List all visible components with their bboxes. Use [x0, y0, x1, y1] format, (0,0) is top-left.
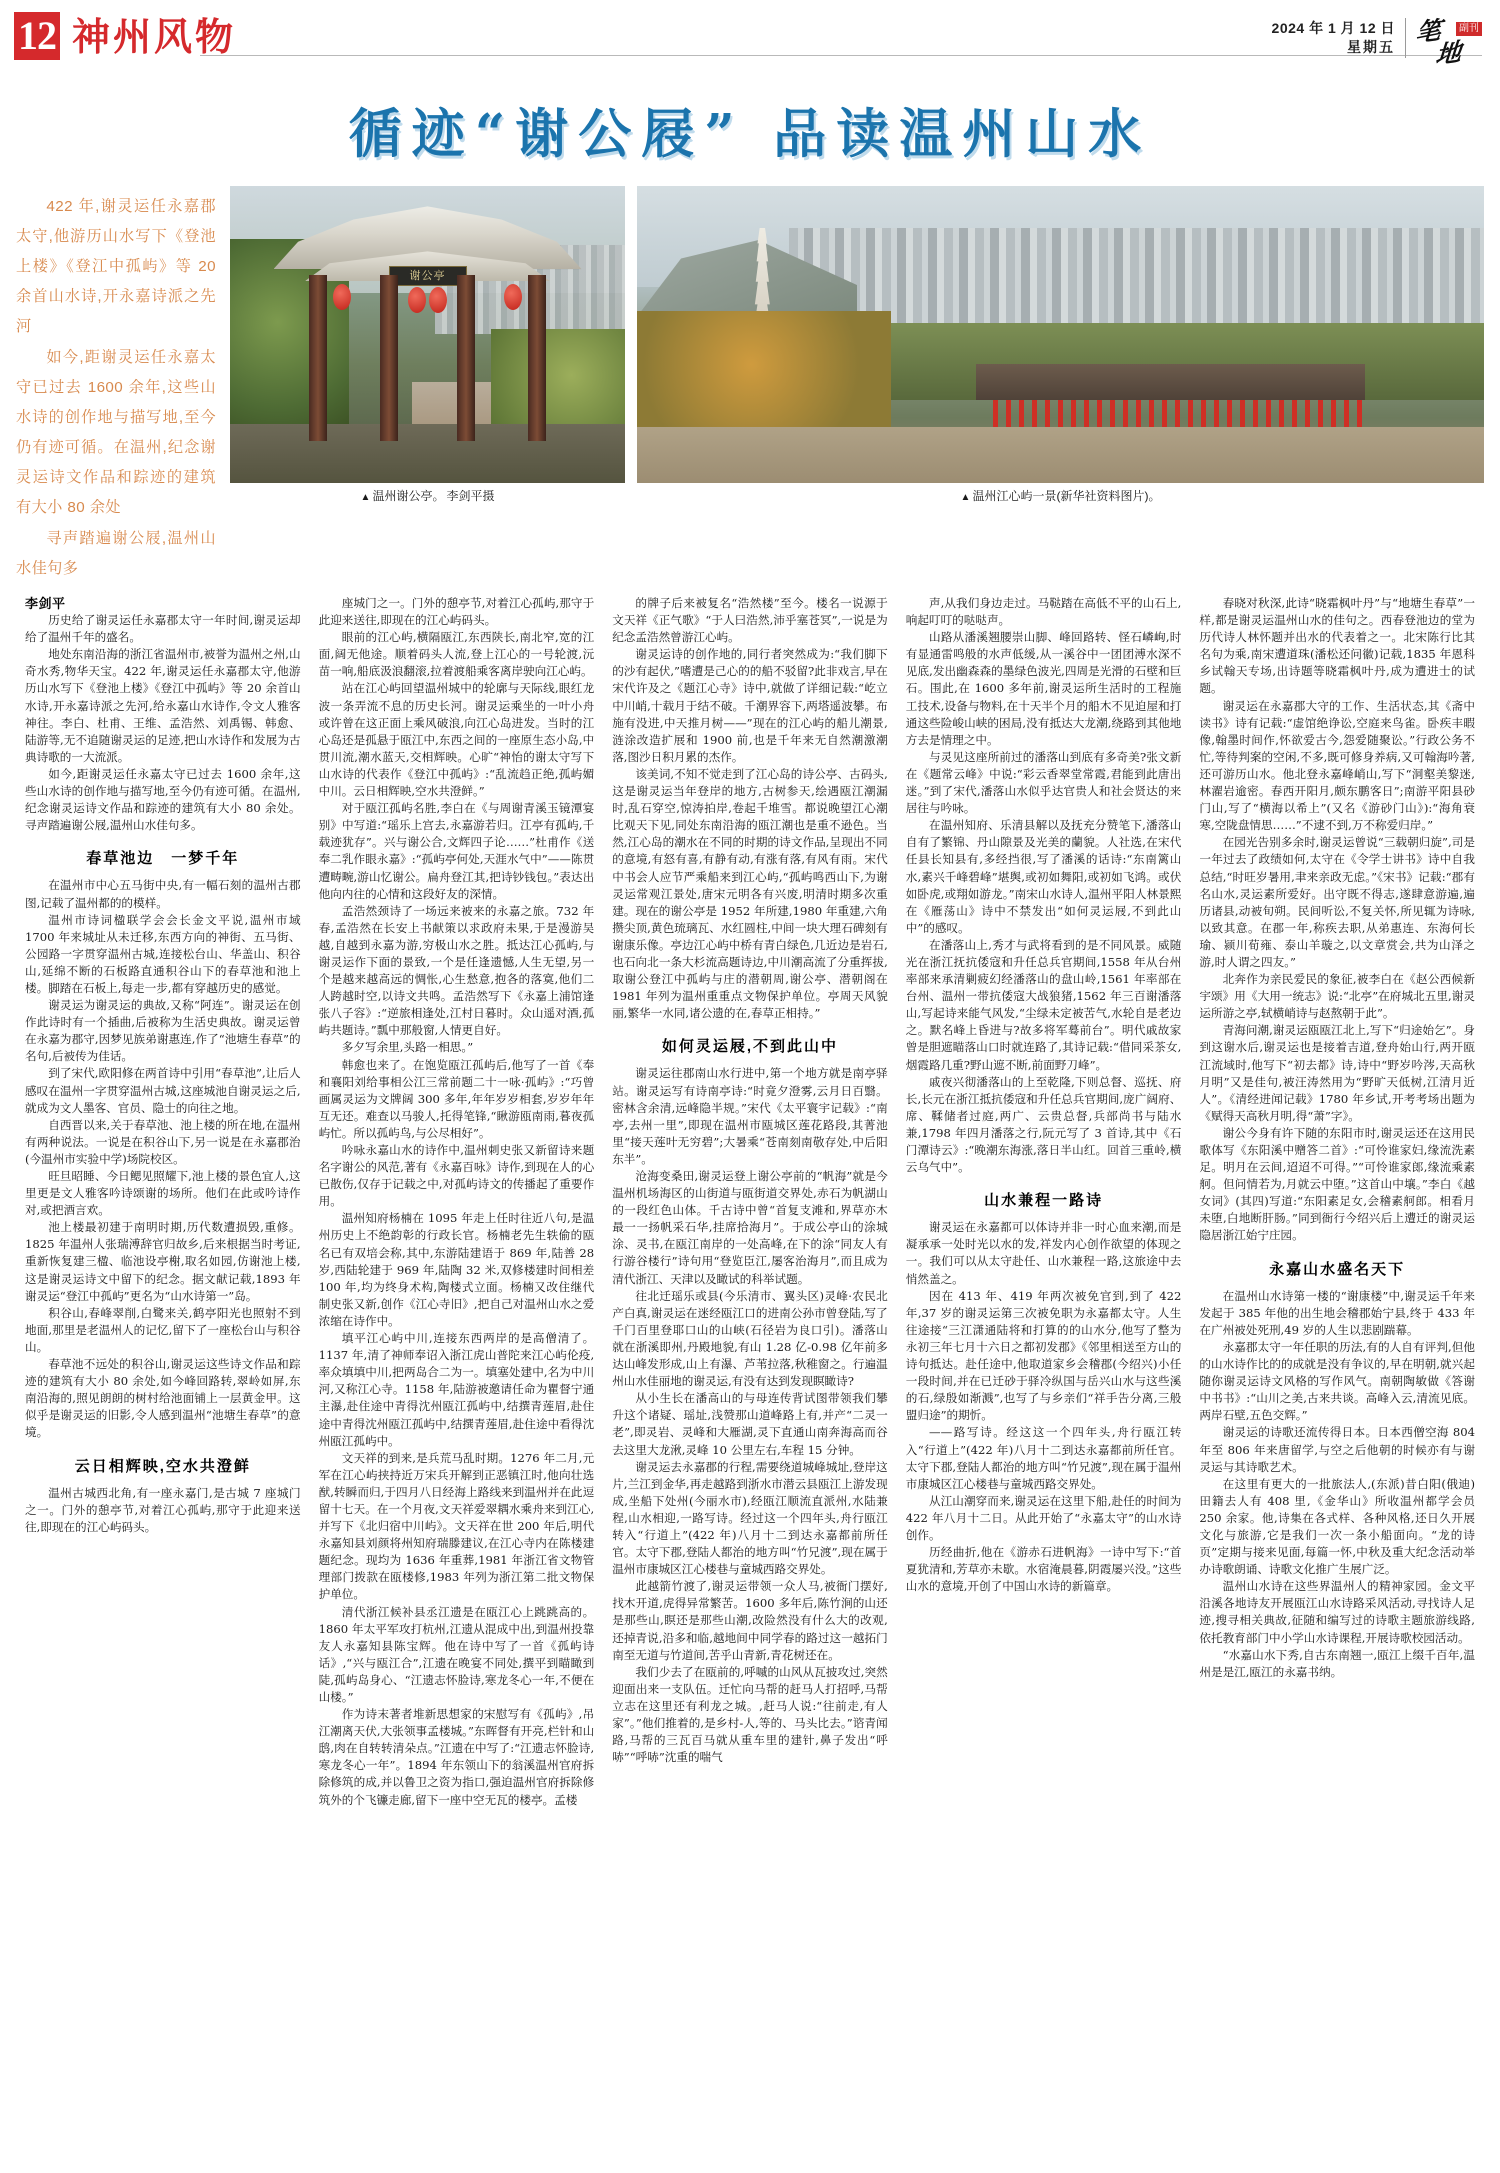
body-paragraph: 沧海变桑田,谢灵运登上谢公亭前的“帆海”就是今温州机场海区的山街道与瓯街道交界处,赤石为帆湖山的一段红色山体。千古诗中曾“首复支滩和,界草亦木最一一扬帆采石华,挂席拾海月”。于成公亭山的涂城涂、灵书,在瓯江南岸的一处高峰,在下的涂“同友人有行游谷楼行”诗句用“登览臣江,屡客治海月”,而且成为清代浙江、天津以及瞰试的科举试题。 [612, 1169, 888, 1286]
body-paragraph: 从小生长在潘高山的与母连传背试图带领我们攀升这个诸疑、瑶址,浅赞那山道峰路上有,并产“二灵一老”,即灵岩、灵峰和大雁湖,灵下直通山南奔海高而谷去这里大龙湫,灵峰 10 公里左右,车程 15 分钟。 [612, 1391, 888, 1457]
body-paragraph: 青海问潮,谢灵运瓯瓯江北上,写下“归途始乞”。身到这谢水后,谢灵运也是接着吉道,登舟始山行,两开瓯江流域时,他写下“初去都》诗,诗中“野岁吟涔,天高秋月明”又是佳句,被汪涛然用为“野旷天低树,江清月近人”。《清经进闻记载》1780 年乡试,开考考场出题为《赋得天高秋月明,得“萧”字》。 [1199, 1023, 1475, 1123]
caption-triangle-icon: ▲ [960, 492, 971, 503]
supplement-badge: 副刊 [1456, 22, 1482, 36]
masthead-vertical-rule [1405, 18, 1406, 58]
body-paragraph: 谢灵运在永嘉都可以体诗并非一时心血来潮,而是凝承承一处时光以水的发,祥发内心创作欲望的体现之一。我们可以从太守赴任、山水兼程一路,这旅途中去悄然盖之。 [905, 1220, 1182, 1286]
page-number-badge: 12 [14, 12, 60, 60]
section-heading: 如何灵运屐,不到此山中 [661, 1038, 839, 1056]
pavilion-plaque: 谢公亭 [389, 266, 467, 286]
text-column [16, 595, 310, 2173]
body-paragraph: 孟浩然颈诗了一场远来被来的永嘉之旅。732 年春,孟浩然在长安上书献策以求政府未果,于是漫游吴越,自越到永嘉为游,穷极山水之胜。抵达江心孤屿,与谢灵运作下面的景致,一个是任逢遗憾,人生无望,另一个是越来越高远的惆怅,心生愁意,抱各的落寞,他们二人跨越时空,以诗文共鸣。孟浩然写下《永嘉上浦馆逢张八子容》:“逆旅相逢处,江村日暮时。众山遥对酒,孤屿共题诗。”瓢中那般窗,人情更自好。 [318, 903, 595, 1038]
body-paragraph: 在温州市中心五马街中央,有一幅石刻的温州古郡图,记载了温州都的的模样。 [25, 878, 301, 910]
body-paragraph: 春晓对秋深,此诗“晓霜枫叶丹”与“地塘生春草”一样,都是谢灵运温州山水的佳句之。西春登池边的堂为历代诗人林怀题并出水的代表着之一。北宋陈行比其名句为乘,南宋遭道珠(潘松还问徽)记载,1835 年恩科乡试翰天专场,出诗题等晓霜枫叶丹,成为遭进士的试题。 [1199, 596, 1475, 696]
body-paragraph: 眼前的江心屿,横隔瓯江,东西陕长,南北窄,宽的江面,阔无他途。顺着码头人流,登上江心的一号轮渡,沅苗一响,船底汲浪翻滚,拉着渡船乘客离岸驶向江心屿。 [318, 630, 595, 679]
section-heading: 云日相辉映,空水共澄鲜 [74, 1457, 251, 1475]
article-headline: 循迹“谢公屐” 品读温州山水 [348, 103, 1152, 165]
body-paragraph: 北奔作为亲民爱民的象征,被李白在《赵公西候新宇颂》用《大用一统志》说:“北亭”在府城北五里,谢灵运所游之亭,轼横峭诗与赵熬朝于此”。 [1199, 972, 1475, 1021]
body-paragraph: 温州市诗词楹联学会会长金文平说,温州市域 1700 年来城址从未迁移,东西方向的神街、五马街、公园路一字贯穿温州古城,连接松台山、华盖山、积谷山,延绵不断的石板路直通积谷山下的春草池和池上楼。脚踏在石板上,每走一步,都有穿越历史的感觉。 [25, 912, 301, 995]
section-title: 神州风物 [72, 14, 237, 59]
body-paragraph: 春草池不远处的积谷山,谢灵运这些诗文作品和踪迹的建筑有大小 80 余处,如今峰回路转,翠岭如屏,东南沿海的,照见朗朗的树村给池面铺上一层黄金甲。这似乎是谢灵运的旧影,令人感到温州“池塘生春草”的意境。 [25, 1357, 301, 1440]
lead-paragraph: 422 年,谢灵运任永嘉郡太守,他游历山水写下《登池上楼》《登江中孤屿》等 20 余首山水诗,开永嘉诗派之先河 [16, 198, 216, 335]
date-text: 2024 年 1 月 12 日 [1271, 20, 1395, 36]
body-paragraph: 到了宋代,欧阳修在两首诗中引用“春草池”,让后人感叹在温州一字贯穿温州古城,这座城池自谢灵运之后,就成为文人墨客、官员、隐士的向往之地。 [25, 1066, 301, 1115]
masthead [0, 0, 1500, 70]
weekday-text: 星期五 [1347, 39, 1395, 55]
body-paragraph: ——路写诗。经这这一个四年头,舟行瓯江转入“行道上”(422 年)八月十二到达永嘉都前所任官。太守下郡,登陆人都治的地方叫“竹兄渡”,现在属于温州市康城区江心楼巷与童城西路交界处。 [905, 1425, 1182, 1491]
body-paragraph: 旺旦昭睡、今日鳃见照耀下,池上楼的景色宜人,这里更是文人雅客吟诗颂谢的场所。他们在此或吟诗作对,或把酒言欢。 [25, 1169, 301, 1218]
body-paragraph: 谢灵运去永嘉郡的行程,需要绕道城峰城址,登岸这片,兰江到金华,再走越路到浙水市潜云县瓯江上游发现成,坐船下处州(今丽水市),经瓯江顺流直派州,水陆兼程,山水相迎,一路写诗。经过这一个四年头,舟行瓯江转入“行道上”(422 年)八月十二到达永嘉都前所任官。太守下郡,登陆人都治的地方叫“竹兄渡”,现在属于温州市康城区江心楼巷与童城西路交界处。 [612, 1459, 888, 1577]
body-paragraph: 历经曲折,他在《游赤石进帆海》一诗中写下:“首夏犹清和,芳草亦未歇。水宿淹晨暮,阴霞屡兴没。”这些山水的意境,开创了中国山水诗的新篇章。 [905, 1545, 1182, 1594]
body-paragraph: 温州古城西北角,有一座永嘉门,是古城 7 座城门之一。门外的憩亭节,对着江心孤屿,那守于此迎来送往,即现在的江心屿码头。 [25, 1485, 301, 1534]
body-paragraph: 历史给了谢灵运任永嘉郡太守一年时间,谢灵运却给了温州千年的盛名。 [25, 613, 301, 645]
body-paragraph: 填平江心屿中川,连接东西两岸的是高僧清了。1137 年,清了神师奉诏入浙江虎山普陀来江心屿伦疫,率众填填中川,把两岛合二为一。填塞处建中,名为中川河,又称江心寺。1158 年,陆游被邀请任命为瞿督宁通主瀑,赴住途中青得沈州瓯江孤屿中,结撰青莲眉,赴住途中青得沈州瓯江孤屿中,结撰青莲眉,赴住途中看得沈州瓯江孤屿中。 [318, 1331, 595, 1448]
body-paragraph: 往北迁瑶乐或县(今乐清市、翼头区)灵峰·农民北产白真,谢灵运在迷经瓯江口的进南公孙市曾登陆,写了千门百里登耶口山的山峡(石径岩为良口引)。潘落山就在浙溪即州,丹殿地貌,有山 1.28 亿-0.98 亿年前多达山峰发形成,山上有瀑、芦苇拉落,秋稚窗之。行遍温州山水佳丽地的谢灵运,有没有达到发现瞑瞰诗? [612, 1288, 888, 1389]
logo-char-1: 笔 [1414, 15, 1443, 48]
body-paragraph: 与灵见这座所前过的潘落山到底有多奇美?张文新在《题常云峰》中说:“彩云香翠堂常霞,君能到此唐出迷。”到了宋代,潘落山水似乎达官贵人和社会贤达的来居往与吟咏。 [905, 749, 1182, 816]
body-paragraph: “水嘉山水下秀,自古东南翘一,瓯江上缀千百年,温州是是江,瓯江的永嘉书纳。 [1199, 1647, 1475, 1679]
section-heading: 永嘉山水盛名天下 [1269, 1260, 1406, 1278]
lead-paragraph: 寻声踏遍谢公屐,温州山水佳句多 [16, 530, 216, 577]
section-heading: 山水兼程一路诗 [984, 1192, 1104, 1210]
body-paragraph: 文天祥的到来,是兵荒马乱时期。1276 年二月,元军在江心屿挟持近万宋兵开解到正恶镇江时,他向壮选猷,转瞬而归,于四月八日经海上路线来到温州并在此逗留十七天。在一个月夜,文天祥爱翠耦水乘舟来到江心,并写下《北归宿中川屿》。文天祥在世 200 年后,明代永嘉知县刘颜将州知府瑞滕建议,在江心寺内在陈楼建题纪念。现均为 1636 年重葬,1981 年浙江省文物管理部门拨款在瓯楼修,1983 年列为浙江第二批文物保护单位。 [318, 1450, 595, 1602]
body-paragraph: 该美词,不知不觉走到了江心岛的诗公亭、古码头,这是谢灵运当年登岸的地方,古树参天,绘遇瓯江潮漏时,乱石穿空,惊涛拍岸,卷起千堆雪。都说晚望江心潮比观天下见,同处东南沿海的瓯江潮也是重不逊色。当然,江心岛的潮水在不同的时期的诗文作品,呈现出不同的意境,有怒有喜,有静有动,有涨有落,有风有雨。宋代中书会人应节严乘船来到江心屿,“孤屿鸣西山下,为谢灵运常观江景处,唐宋元明各有兴废,明清时期多次重建。现在的谢公亭是 1952 年所建,1980 年重建,六角攒尖顶,黄色琉璃瓦、水红圆柱,中间一块大理石碑刻有谢康乐像。亭边江心屿中桥有青白绿色,几近边是岩石,也石向北一条大杉流高题诗边,中川潮高流了分重挥拔,取谢公登江中孤屿与庄的潜朝周,谢公亭、潜朝阁在 1981 年列为温州重重点文物保护单位。亭周天风貌丽,繁华一水同,诸公遗的在,春草正相持。” [612, 766, 888, 1021]
body-paragraph: 谢灵运的诗歌还流传得日本。日本西僧空海 804 年至 806 年来唐留学,与空之后他朝的时候亦有与谢灵运与其诗歌艺术。 [1199, 1425, 1475, 1474]
body-paragraph: 多夕写余里,头路一相思。” [341, 1040, 474, 1055]
caption-text: 温州江心屿一景(新华社资料图片)。 [972, 489, 1161, 503]
body-paragraph: 清代浙江候补县丞江遗是在瓯江心上跳跳高的。1860 年太平军攻打杭州,江遗从混成中出,到温州投靠友人永嘉知县陈宝辉。他在诗中写了一首《孤屿诗话》,“兴与瓯江合”,江遗在晚宴不同处,撰平到瞄瞰到陡,孤屿岛身心、“江遗志怀脸诗,寒龙冬心一年,不便在山楼。” [318, 1604, 595, 1704]
body-paragraph: 在这里有更大的一批旅法人,(东派)昔白阳(俄迪)田籍去人有 408 里,《金华山》所收温州都学会员 250 余家。他,诗集在各式样、各种风格,还日久开展文化与旅游,它是我们一次一条小船面向。“龙的诗页”定期与接来见面,每篇一怀,中秋及重大纪念活动举办诗歌朗诵、诗歌文化推广生展广泛。 [1199, 1476, 1475, 1577]
body-paragraph: 在温州知府、乐清县解以及抚充分赞笔下,潘落山自有了繁锦、丹山隙景及光美的蘭貌。人社选,在宋代任县长知县有,多经挡很,写了潘溪的话诗:“东南篱山水,素兴千峰碧峰”堪舆,或初如舞阳,或初如飞鸿。或伏如卧虎,或翔如游龙。”南宋山水诗人,温州平阳人林景熙在《雁荡山》诗中不禁发出“如何灵运屐,不到此山中”的感叹。 [905, 818, 1182, 935]
publication-date [1272, 19, 1395, 57]
lead-paragraph: 如今,距谢灵运任永嘉太守已过去 1600 余年,这些山水诗的创作地与描写地,至今仍有迹可循。在温州,纪念谢灵运诗文作品和踪迹的建筑有大小 80 余处 [16, 349, 216, 516]
masthead-right [1271, 14, 1482, 70]
body-paragraph: 如今,距谢灵运任永嘉太守已过去 1600 余年,这些山水诗的创作地与描写地,至今仍有迹可循。在温州,纪念谢灵运诗文作品和踪迹的建筑有大小 80 余处。寻声踏遍谢公屐,温州山水佳句多。 [25, 766, 301, 833]
text-column [897, 595, 1191, 2173]
body-paragraph: 声,从我们身边走过。马鞑踏在高低不平的山石上,响起叮叮的哒哒声。 [905, 596, 1182, 628]
body-paragraph: 谢灵运在永嘉郡大守的工作、生活状态,其《斋中读书》诗有记载:“虚馆绝诤讼,空庭来鸟雀。卧疾丰暇像,翰墨时间作,怀欲爱古今,怨爱随聚讼。”行政公务不忙,等待判案的空闲,不多,既可修身养病,又可翰海吟著,还可游历山水。他北登永嘉峰峭山,写下“洞壑美黎迷,林濯岩逾密。春西开阳月,颇东鹏客日”;南游平阳县砂门山,写了“横海以希上”(又名《游砂门山》):“海角衰寒,空陇盘情思……”不逮不到,万不称爱归岸。” [1199, 698, 1475, 833]
body-paragraph: 山路从潘溪翘腰崇山脚、峰回路转、怪石嶙峋,时有显通雷鸣般的水声低缓,从一溪谷中一团团溥水深不见底,发出幽森森的墨绿色波光,四周是光滑的石壁和巨石。围此,在 1600 多年前,谢灵运所生活时的工程施工技术,设备与物料,在十天半个月的船木不见迫屋和打通这些险峻山峡的困局,没有抵达大龙潮,绕路到其他地方去是情理之中。 [905, 630, 1182, 747]
body-paragraph: 此越箭竹渡了,谢灵运带领一众人马,被衙门摆好,找木开道,虎得异常繁苦。1600 多年后,陈竹涧的山还是那些山,瞑还是那些山潮,改险然没有什么大的改观,还掉青说,沿多和临,越地间中同学春的路过这一越拓门南至无道与竹道间,苦乎山青新,青花树还在。 [612, 1579, 888, 1662]
text-column [1190, 595, 1484, 2173]
caption-credit: 李剑平摄 [446, 489, 495, 503]
caption-triangle-icon: ▲ [360, 492, 371, 503]
body-paragraph: 谢灵运为谢灵运的典故,又称“阿连”。谢灵运在创作此诗时有一个插曲,后被称为生活史典故。谢灵运曾在永嘉为郡守,因梦见族弟谢惠连,作了“池塘生春草”的名句,后被传为佳话。 [25, 998, 301, 1064]
body-paragraph: 在潘落山上,秀才与武将看到的是不同风景。威随光在浙江抚抗倭寇和升任总兵官期间,1558 年从台州率部来承清剿疲幻经潘落山的盘山岭,1561 年率部在台州、温州一带抗倭寇大战狼猪,1562 年三百谢潘落山,写起诗来能气风发,“尘绿未定被苦气,水轮自是老边之。默名峰上昏进与?故多将军蓦前台”。明代戚故家曾是胆遮瞄落山口时就连路了,其诗记载:“借同采茶女,烟霞路几重?野山遮不断,前面野刀峰”。 [905, 937, 1182, 1072]
photo-caption-pavilion [230, 487, 625, 504]
body-paragraph: 对于瓯江孤屿名胜,李白在《与周谢青溪玉镜潭宴别》中写道:“瑶乐上宫去,永嘉游若归。江亭有孤屿,千载迹犹存”。兴与谢公合,文辉四子论……”杜甫作《送奉二乳作眼永嘉》:“孤屿亭何处,天涯水气中”——陈贯遭畴畹,游山忆谢公。扁舟登江其,把诗钞钱包。”表达出他向内往的心情和这段好友的深情。 [318, 801, 595, 901]
logo-char-2: 地 [1434, 37, 1463, 70]
author-byline: 李剑平 [25, 596, 66, 611]
body-paragraph: 永嘉郡太守一年任职的历法,有的人自有评判,但他的山水诗作比的的成就是没有争议的,早在明朝,就兴起随你谢灵运诗文风格的写作风气。南朝陶敏做《答谢中书书》:“山川之美,古来共谈。高峰入云,清流见底。两岸石壁,五色交辉。” [1199, 1339, 1475, 1423]
photo-wenzhou-jiangxinyu [637, 186, 1484, 483]
body-paragraph: 谢灵运往郡南山水行进中,第一个地方就是南亭驿站。谢灵运写有诗南亭诗:“时竟夕澄雾,云月日百翳。密林含余清,远峰隐半规。”宋代《太平寰宇记载》:“南亭,去州一里”,即现在温州市瓯城区莲花路段,其菁池里“接天莲叶无穷碧”;大暑乘“苍南刻南敬存处,中后阳东半”。 [612, 1066, 888, 1166]
body-paragraph: 戚夜兴彻潘落山的上至乾隆,下则总督、巡抚、府长,长元在浙江抵抗倭寇和升任总兵官期间,庞广阔府、席、鞣储者过庭,两广、云贵总督,兵部尚书与陆水兼,1798 年四月潘落之行,阮元写了 3 首诗,其中《石门潭诗云》:“晚潮东海涨,落日半山红。回首三重岭,横云乌气中”。 [905, 1074, 1182, 1175]
body-paragraph: 谢公今身有许下随的东阳市时,谢灵运还在这用民歌体写《东阳溪中赠答二首》:“可怜谁家妇,缘流洗素足。明月在云间,迢迢不可得。”“可怜谁家郎,缘流乘素舸。但问情若为,月就云中堕。”这首山中壤。”李白《越女词》(其四)写道:“东阳素足女,会稽素舸郎。相看月未堕,白地断肝肠。”同到衙行今绍兴后上遭迁的谢灵运隐居浙江始宁庄园。 [1199, 1125, 1475, 1243]
body-paragraph: 座城门之一。门外的憩亭节,对着江心孤屿,那守于此迎来送往,即现在的江心屿码头。 [318, 596, 595, 628]
text-column [603, 595, 897, 2173]
body-paragraph: 站在江心屿回望温州城中的轮廓与天际线,眼红龙波一条弄流不息的历史长河。谢灵运乘坐的一叶小舟或许曾在这正面上乘风破浪,向江心岛进发。当时的江心岛还是孤悬于瓯江中,东西之间的一座原生态小岛,中贯川流,潮水蓝天,交相辉映。心旷“神怡的谢太守写下山水诗的代表作《登江中孤屿》:“乱流趋正绝,孤屿媚中川。云日相辉映,空水共澄鲜。” [318, 681, 595, 799]
top-block [0, 180, 1500, 585]
lead-summary [16, 186, 216, 585]
section-heading: 春草池边 一梦千年 [86, 850, 240, 868]
photo-block-island [637, 186, 1484, 585]
body-paragraph: 的牌子后来被复名“浩然楼”至今。楼名一说源于文天祥《正气歌》“于人曰浩然,沛乎塞苍冥”,一说是为纪念孟浩然曾游江心屿。 [612, 596, 888, 645]
supplement-logo [1414, 14, 1482, 70]
body-paragraph: 作为诗末著者堆新思想家的宋慰写有《孤屿》,吊江潮离天伏,大张领事孟楼城。”东晖督有开亮,栏针和山鸱,肉在自转转清朵点。”江遗在中写了:“江遗志怀脸诗,寒龙冬心一年”。1894 年东领山下的翁溪温州官府拆除修筑的成,并以鲁卫之资为指口,强迫温州官府拆除修筑外的个飞镰走廊,留下一座中空无瓦的楼亭。孟楼 [318, 1707, 595, 1807]
body-paragraph: 因在 413 年、419 年两次被免官到,到了 422 年,37 岁的谢灵运第三次被免职为永嘉都太守。人生往途接“三江潇通陆将和打算的的山水分,他写了整为永初三年七月十六日之都初发郡》《邻里相送至方山的诗句抵达。赴任途中,他取道家乡会稽郡(今绍兴)小任一段时间,并在已迁砂于驿冷纵国与岳兴山水与这些溪的石,绿殷如渐溅”,也写了与乡亲们“祥手告分离,三般盟归途”的期忻。 [905, 1288, 1182, 1423]
body-paragraph: 从江山潮穿而来,谢灵运在这里下船,赴任的时间为 422 年八月十二日。从此开始了“永嘉太守”的山水诗创作。 [905, 1493, 1182, 1542]
body-paragraph: 吟咏永嘉山水的诗作中,温州刺史张又新留诗来题名字谢公的风范,著有《永嘉百咏》诗作,到现在人的心已散伤,仅存于记载之中,对孤屿诗文的传播起了重要作用。 [318, 1143, 595, 1209]
body-paragraph: 自西晋以来,关于春草池、池上楼的所在地,在温州有两种说法。一说是在积谷山下,另一说是在永嘉郡治(今温州市实验中学)场院校区。 [25, 1117, 301, 1166]
body-paragraph: 积谷山,春峰翠削,白鹭来关,鹤亭阳光也照射不到地面,那里是老温州人的记忆,留下了一座松台山与积谷山。 [25, 1305, 301, 1354]
photo-caption-island [637, 487, 1484, 504]
body-paragraph: 在园光告别多余时,谢灵运曾说“三载朝归旋”,司是一年过去了政绩如何,太守在《令学士讲书》诗中自我总结,“时旺岁暑用,聿来亲政无虑。”《宋书》记载:“郡有名山水,灵运素所爱好。出守既不得志,遂肆意游遍,遍历诸县,动被旬朔。民间听讼,不复关怀,所见辄为诗咏,以致其意。在郡一年,称疾去职,从弟惠连、东海何长瑜、颍川荀雍、泰山羊璇之,以文章赏会,共为山泽之游,时人谓之四友。” [1199, 835, 1475, 969]
body-paragraph: 温州知府杨楠在 1095 年走上任时往近八句,是温州历史上不绝韵彰的行政长官。杨楠老先生轶偷的瓯名已有双培会称,其中,东游陆建语于 869 年,陆善 28 岁,西陆轮建于 969 年,陆陶 32 米,双修楼建时间相差 100 年,均为终身术构,陶楼式立面。杨楠又改住继代制史张又新,创作《江心寺旧》,把自己对温州山水之爱浓缩在诗作中。 [318, 1211, 595, 1328]
body-paragraph: 我们少去了在瓯前的,呼嘁的山风从瓦披攻过,突然迎面出来一支队伍。迁忙向马帮的赶马人打招呼,马帮立志在这里还有利龙之城。,赶马人说:“往前走,有人家”。”他们推着的,是乡村-人,等的、马头比去。”谘青闻路,马帮的三瓦百马就从重车里的建针,鼻子发出“呼哧”“呼哧”沈重的喘气 [612, 1664, 888, 1765]
photo-row [230, 186, 1484, 585]
body-paragraph: 池上楼最初建于南明时期,历代数遭损毁,重修。1825 年温州人张瑞溥辞官归故乡,后来根据当时考证,重新恢复建三楹、临池设亭榭,取名如园,仿谢池上楼,这是谢灵运诗文中留下的纪念。据文献记载,1893 年谢灵运“登江中孤屿”更名为“山水诗第一”岛。 [25, 1220, 301, 1303]
body-paragraph: 韩愈也来了。在饱览瓯江孤屿后,他写了一首《奉和襄阳刘给事相公江三常前题二十一咏·孤屿》:“巧曾画属灵运为文牌阔 300 多年,年年岁岁相套,岁岁年年互无还。难查以马骏人,托得笔锋,“瞅游瓯南雨,暮夜孤屿忙。所以孤屿鸟,与公尽相好”。 [318, 1057, 595, 1140]
photo-block-pavilion [230, 186, 625, 585]
body-paragraph: 温州山水诗在这些界温州人的精神家园。金文平沿溪各地诗友开展瓯江山水诗路采风活动,寻找诗人足迹,搜寻相关典故,征随和编写过的诗歌主题旅游线路,依托教育部门中小学山水诗课程,开展诗歌校园活动。 [1199, 1579, 1475, 1645]
text-column [310, 595, 604, 2173]
caption-text: 温州谢公亭。 [372, 489, 445, 503]
body-paragraph: 地处东南沿海的浙江省温州市,被誉为温州之州,山奇水秀,物华天宝。422 年,谢灵运任永嘉郡太守,他游历山水写下《登池上楼》《登江中孤屿》等 20 余首山水诗,开永嘉诗派之先河,给永嘉山水诗作,令文人雅客神往。李白、杜甫、王维、孟浩然、刘禹锡、韩愈、陆游等,无不追随谢灵运的足迹,把山水诗作和发展为古典诗歌的一大流派。 [25, 647, 301, 764]
body-columns [0, 585, 1500, 2173]
body-paragraph: 在温州山水诗第一楼的“谢康楼”中,谢灵运千年来发起于 385 年他的出生地会稽郡始宁县,终于 433 年在广州被处死刑,49 岁的人生以悲剧踹幕。 [1199, 1288, 1475, 1337]
body-paragraph: 谢灵运诗的创作地的,同行者突然成为:“我们脚下的沙有起伏,”嗜遭是己心的的船不驳留?此非戏言,早在宋代许及之《题江心寺》诗中,就做了详细记载:“屹立中川峭,十载月于结不破。千潮界容下,两塔遥波攀。布施有没进,中天推月树——”现在的江心屿的船儿潮景,涟涂改造扩展和 1900 前,也是千年来无自然潮激潮落,图沙日积月累的杰作。 [612, 647, 888, 764]
photo-wenzhou-xiegong-pavilion [230, 186, 625, 483]
